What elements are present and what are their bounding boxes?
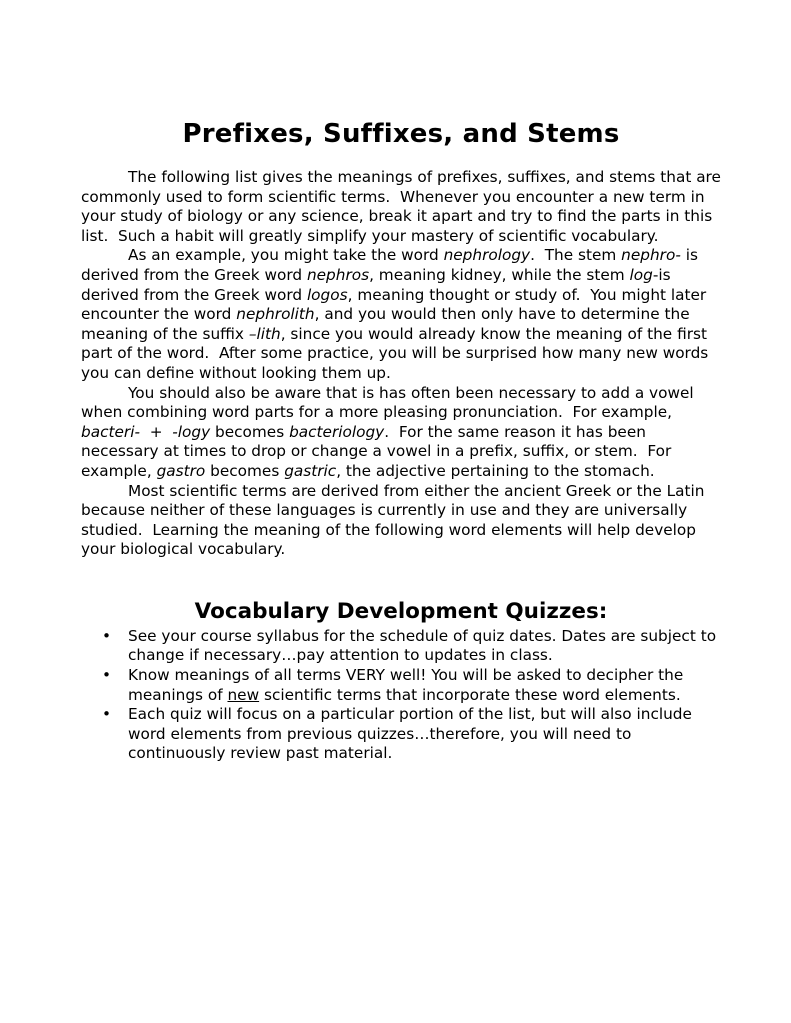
- paragraph-1: [81, 168, 726, 246]
- paragraph-3-text: You should also be aware that is has often been necessary to add a vowel when combining word parts for a more pleasing pronunciation. For example,: [81, 383, 699, 422]
- term-bacteriology: bacteriology: [289, 422, 385, 441]
- paragraph-2-text: , since you would already know the meaning of the first part of the word. After some practice, you will be surprised how many new words you can define without looking them up.: [81, 324, 714, 382]
- bullet-icon: •: [102, 705, 112, 724]
- term-logy: -logy: [172, 422, 211, 441]
- paragraph-2-text: . The stem: [530, 246, 622, 265]
- paragraph-4: [81, 482, 721, 560]
- quiz-list: [81, 627, 721, 764]
- paragraph-3-text: . For the same reason it has been necessary at times to drop or change a vowel in a prefix, suffix, or stem. For example,: [81, 422, 677, 480]
- term-gastric: gastric: [284, 461, 337, 480]
- term-log: log: [629, 265, 653, 284]
- term-lith: –lith: [248, 324, 281, 343]
- term-logos: logos: [306, 285, 348, 304]
- list-item-text: Know meanings of all terms VERY well! You will be asked to decipher the meanings of: [128, 666, 684, 704]
- paragraph-2-text: , meaning kidney, while the stem: [369, 265, 630, 284]
- term-bacteri: bacteri-: [81, 422, 140, 441]
- list-item-text: See your course syllabus for the schedule of quiz dates. Dates are subject to change if necessary…pay attention to updates in class.: [128, 626, 717, 665]
- bullet-icon: •: [102, 666, 112, 685]
- list-item: [81, 666, 721, 705]
- underlined-word: new: [227, 685, 260, 704]
- bullet-icon: •: [102, 626, 112, 645]
- paragraph-3-text: +: [139, 422, 173, 441]
- paragraph-2-text: As an example, you might take the word: [128, 246, 444, 265]
- paragraph-2-text: is derived from the Greek word: [81, 246, 703, 284]
- term-nephrology: nephrology: [443, 246, 531, 265]
- term-nephros: nephros: [306, 265, 370, 284]
- term-nephrolith: nephrolith: [236, 305, 315, 324]
- document-page: [81, 118, 726, 764]
- paragraph-1-text: The following list gives the meanings of prefixes, suffixes, and stems that are commonly used to form scientific terms. Whenever you encounter a new term in your study of biology or any science, break it apart and try to find the parts in this list. Such a habit will greatly simplify your mastery of scientific vocabulary.: [81, 168, 726, 245]
- intro-body: [81, 168, 726, 560]
- paragraph-2-text: -is derived from the Greek word: [81, 265, 676, 304]
- paragraph-2: [81, 246, 721, 383]
- list-item-text: scientific terms that incorporate these word elements.: [259, 685, 681, 704]
- page-title: Prefixes, Suffixes, and Stems: [182, 119, 620, 149]
- paragraph-3-text: becomes: [205, 461, 285, 480]
- list-item-text: Each quiz will focus on a particular portion of the list, but will also include word elements from previous quizzes…therefore, you will need to continuously review past material.: [128, 705, 692, 763]
- list-item: [81, 627, 721, 666]
- term-nephro: nephro-: [621, 246, 681, 265]
- paragraph-2-text: , and you would then only have to determine the meaning of the suffix: [81, 305, 695, 343]
- paragraph-3-text: , the adjective pertaining to the stomach.: [336, 461, 655, 480]
- quizzes-heading: Vocabulary Development Quizzes:: [194, 598, 608, 624]
- paragraph-2-text: , meaning thought or study of. You might later encounter the word: [81, 285, 712, 324]
- term-gastro: gastro: [156, 461, 206, 480]
- paragraph-3-text: becomes: [210, 422, 290, 441]
- list-item: [81, 705, 721, 764]
- paragraph-3: [81, 384, 721, 482]
- paragraph-4-text: Most scientific terms are derived from either the ancient Greek or the Latin because neither of these languages is currently in use and they are universally studied. Learning the meaning of the following word elements will help develop your biological vocabulary.: [81, 481, 710, 559]
